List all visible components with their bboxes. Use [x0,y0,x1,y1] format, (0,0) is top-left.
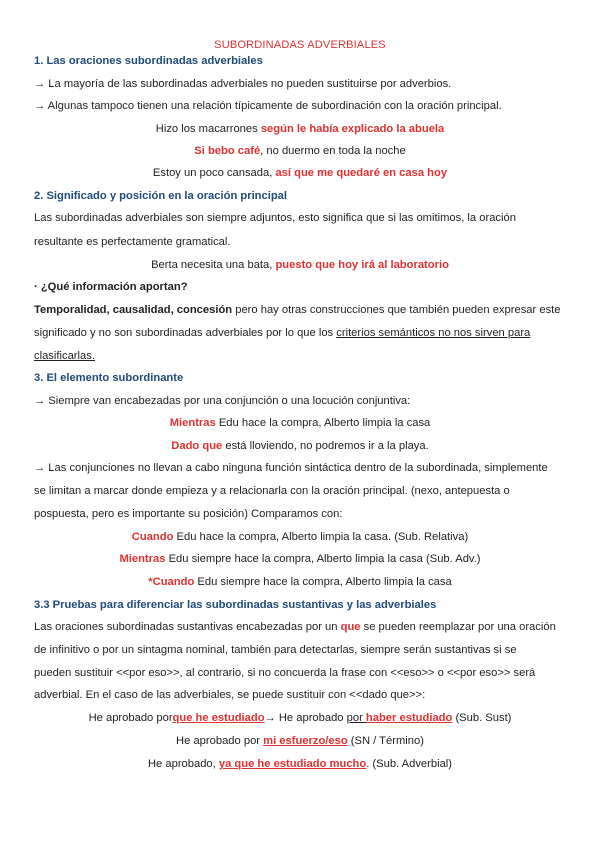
s2-example-1 [34,258,566,272]
s33-e3-c: . (Sub. Adverbial) [366,758,453,770]
s33-line-2: de infinitivo o por un sintagma nominal, también para detectarlas, siempre serán sustantivas si se [34,644,517,656]
s1-ex1-text: Hizo los macarrones [155,123,261,135]
s33-e1-c: → He aprobado [264,712,347,724]
s3-paragraph-2-line-1: → Las conjunciones no llevan a cabo ninguna función sintáctica dentro de la subordinada, simplemente [34,462,548,474]
s3-ex2-conjunction: Dado que [171,440,223,452]
s33-l1-text-a: Las oraciones subordinadas sustantivas encabezadas por un [34,621,341,633]
s33-line-3: pueden sustituir <<por eso>>, al contrario, si no concuerda la frase con <<eso>> o <<por eso>> será [34,667,536,679]
section-1-heading: 1. Las oraciones subordinadas adverbiales [34,55,263,67]
s3-paragraph-1: → Siempre van encabezadas por una conjunción o una locución conjuntiva: [34,395,411,407]
section-2-heading: 2. Significado y posición en la oración principal [34,190,288,202]
s3-c1-conjunction: Cuando [131,531,174,543]
s3-c1-text: Edu hace la compra, Alberto limpia la casa. (Sub. Relativa) [173,531,469,543]
s1-example-2 [34,144,566,158]
s33-e1-d: por [346,712,366,724]
s2-paragraph-2-line-1 [34,303,566,317]
s2-question: · ¿Qué información aportan? [34,281,188,293]
s33-line-1 [34,620,566,634]
s33-e1-f: (Sub. Sust) [452,712,512,724]
s3-paragraph-2-line-2: se limitan a marcar donde empieza y a relacionarla con la oración principal. (nexo, antepuesta o [34,485,510,497]
s1-paragraph-2: → Algunas tampoco tienen una relación típicamente de subordinación con la oración principal. [34,100,502,112]
s3-paragraph-2-line-3: pospuesta, pero es importante su posición) Comparamos con: [34,508,343,520]
s1-ex3-highlight: así que me quedaré en casa hoy [275,167,448,179]
s33-e1-a: He aprobado por [88,712,173,724]
s3-ex2-text: está lloviendo, no podremos ir a la playa. [222,440,429,452]
s33-e3-b: ya que he estudiado mucho [218,758,367,770]
s1-ex2-highlight: Si bebo café [194,145,261,157]
s3-c3-text: Edu siempre hace la compra, Alberto limpia la casa [194,576,452,588]
s2-ex1-highlight: puesto que hoy irá al laboratorio [275,259,449,271]
s33-example-3 [34,757,566,771]
s1-ex3-text: Estoy un poco cansada, [152,167,276,179]
page-title: SUBORDINADAS ADVERBIALES [214,39,386,51]
s33-e2-a: He aprobado por [176,735,264,747]
section-3-3-heading: 3.3 Pruebas para diferenciar las subordinadas sustantivas y las adverbiales [34,599,437,611]
s2-p2-bold: Temporalidad, causalidad, concesión [34,304,233,316]
s2-p2-text: pero hay otras construcciones que también pueden expresar este [232,304,561,316]
s33-l1-que: que [340,621,361,633]
s1-example-1 [34,122,566,136]
s33-e2-b: mi esfuerzo/eso [263,735,348,747]
s33-line-4: adverbial. En el caso de las adverbiales, se puede sustituir con <<dado que>>: [34,689,426,701]
s1-example-3 [34,166,566,180]
s3-c3-conjunction: *Cuando [148,576,195,588]
s3-compare-2 [34,552,566,566]
s1-paragraph-1: → La mayoría de las subordinadas adverbiales no pueden sustituirse por adverbios. [34,78,452,90]
s3-c2-text: Edu siempre hace la compra, Alberto limpia la casa (Sub. Adv.) [165,553,481,565]
s33-e1-e: haber estudiado [365,712,453,724]
s2-paragraph-2-line-3: clasificarlas. [34,350,95,362]
s1-ex1-highlight: según le había explicado la abuela [260,123,445,135]
s1-ex2-text: , no duermo en toda la noche [260,145,406,157]
section-3-heading: 3. El elemento subordinante [34,372,184,384]
s33-example-2 [34,734,566,748]
s2-paragraph-1-line-2: resultante es perfectamente gramatical. [34,236,231,248]
s3-c2-conjunction: Mientras [119,553,166,565]
s3-example-2 [34,439,566,453]
s2-p2-l2-text: significado y no son subordinadas adverbiales por lo que los [34,327,337,339]
s3-compare-3 [34,575,566,589]
s3-compare-1 [34,530,566,544]
s33-e3-a: He aprobado, [147,758,219,770]
s33-e2-c: (SN / Término) [347,735,424,747]
s3-ex1-text: Edu hace la compra, Alberto limpia la casa [215,417,431,429]
s2-paragraph-1-line-1: Las subordinadas adverbiales son siempre adjuntos, esto significa que si las omitimos, la oración [34,212,516,224]
s3-example-1 [34,416,566,430]
s33-l1-text-c: se pueden reemplazar por una oración [360,621,556,633]
s3-ex1-conjunction: Mientras [169,417,216,429]
s33-e1-b: que he estudiado [172,712,265,724]
s2-ex1-text: Berta necesita una bata, [151,259,276,271]
s33-example-1 [34,711,566,725]
s2-paragraph-2-line-2 [34,326,566,340]
s2-p2-l2-underlined: criterios semánticos no nos sirven para [336,327,531,339]
